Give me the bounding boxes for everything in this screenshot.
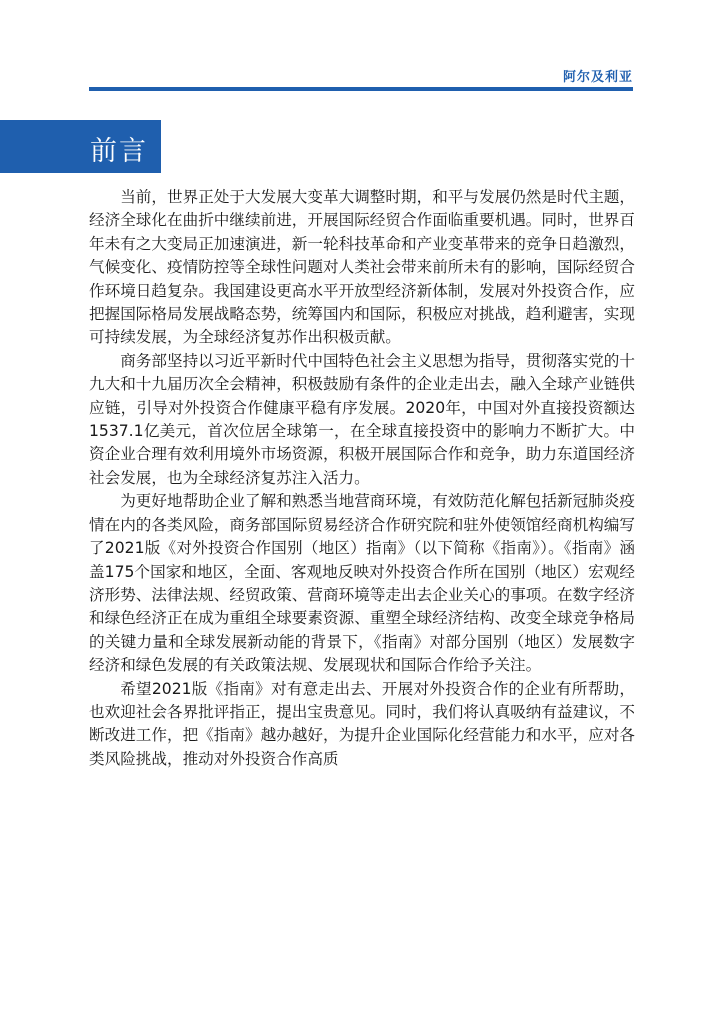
header-country-name: 阿尔及利亚 — [562, 70, 633, 85]
preface-body — [89, 186, 635, 771]
section-title-banner — [0, 120, 161, 173]
paragraph-4: 希望2021版《指南》对有意走出去、开展对外投资合作的企业有所帮助，也欢迎社会各界批评指正，提出宝贵意见。同时，我们将认真吸纳有益建议，不断改进工作，把《指南》越办越好，为提升企业国际化经营能力和水平，应对各类风险挑战，推动对外投资合作高质 — [89, 679, 635, 768]
paragraph-1: 当前，世界正处于大发展大变革大调整时期，和平与发展仍然是时代主题，经济全球化在曲折中继续前进，开展国际经贸合作面临重要机遇。同时，世界百年未有之大变局正加速演进，新一轮科技革命和产业变革带来的竞争日趋激烈，气候变化、疫情防控等全球性问题对人类社会带来前所未有的影响，国际经贸合作环境日趋复杂。我国建设更高水平开放型经济新体制，发展对外投资合作，应把握国际格局发展战略态势，统筹国内和国际，积极应对挑战，趋利避害，实现可持续发展，为全球经济复苏作出积极贡献。 — [89, 188, 635, 347]
header-divider — [89, 87, 633, 91]
paragraph-3: 为更好地帮助企业了解和熟悉当地营商环境，有效防范化解包括新冠肺炎疫情在内的各类风险，商务部国际贸易经济合作研究院和驻外使领馆经商机构编写了2021版《对外投资合作国别（地区）指南》（以下简称《指南》）。《指南》涵盖175个国家和地区，全面、客观地反映对外投资合作所在国别（地区）宏观经济形势、法律法规、经贸政策、营商环境等走出去企业关心的事项。在数字经济和绿色经济正在成为重组全球要素资源、重塑全球经济结构、改变全球竞争格局的关键力量和全球发展新动能的背景下，《指南》对部分国别（地区）发展数字经济和绿色发展的有关政策法规、发展现状和国际合作给予关注。 — [89, 492, 635, 675]
paragraph-2: 商务部坚持以习近平新时代中国特色社会主义思想为指导，贯彻落实党的十九大和十九届历次全会精神，积极鼓励有条件的企业走出去，融入全球产业链供应链，引导对外投资合作健康平稳有序发展。2020年，中国对外直接投资额达1537.1亿美元，首次位居全球第一，在全球直接投资中的影响力不断扩大。中资企业合理有效利用境外市场资源，积极开展国际合作和竞争，助力东道国经济社会发展，也为全球经济复苏注入活力。 — [89, 351, 635, 487]
section-title: 前言 — [90, 136, 148, 167]
